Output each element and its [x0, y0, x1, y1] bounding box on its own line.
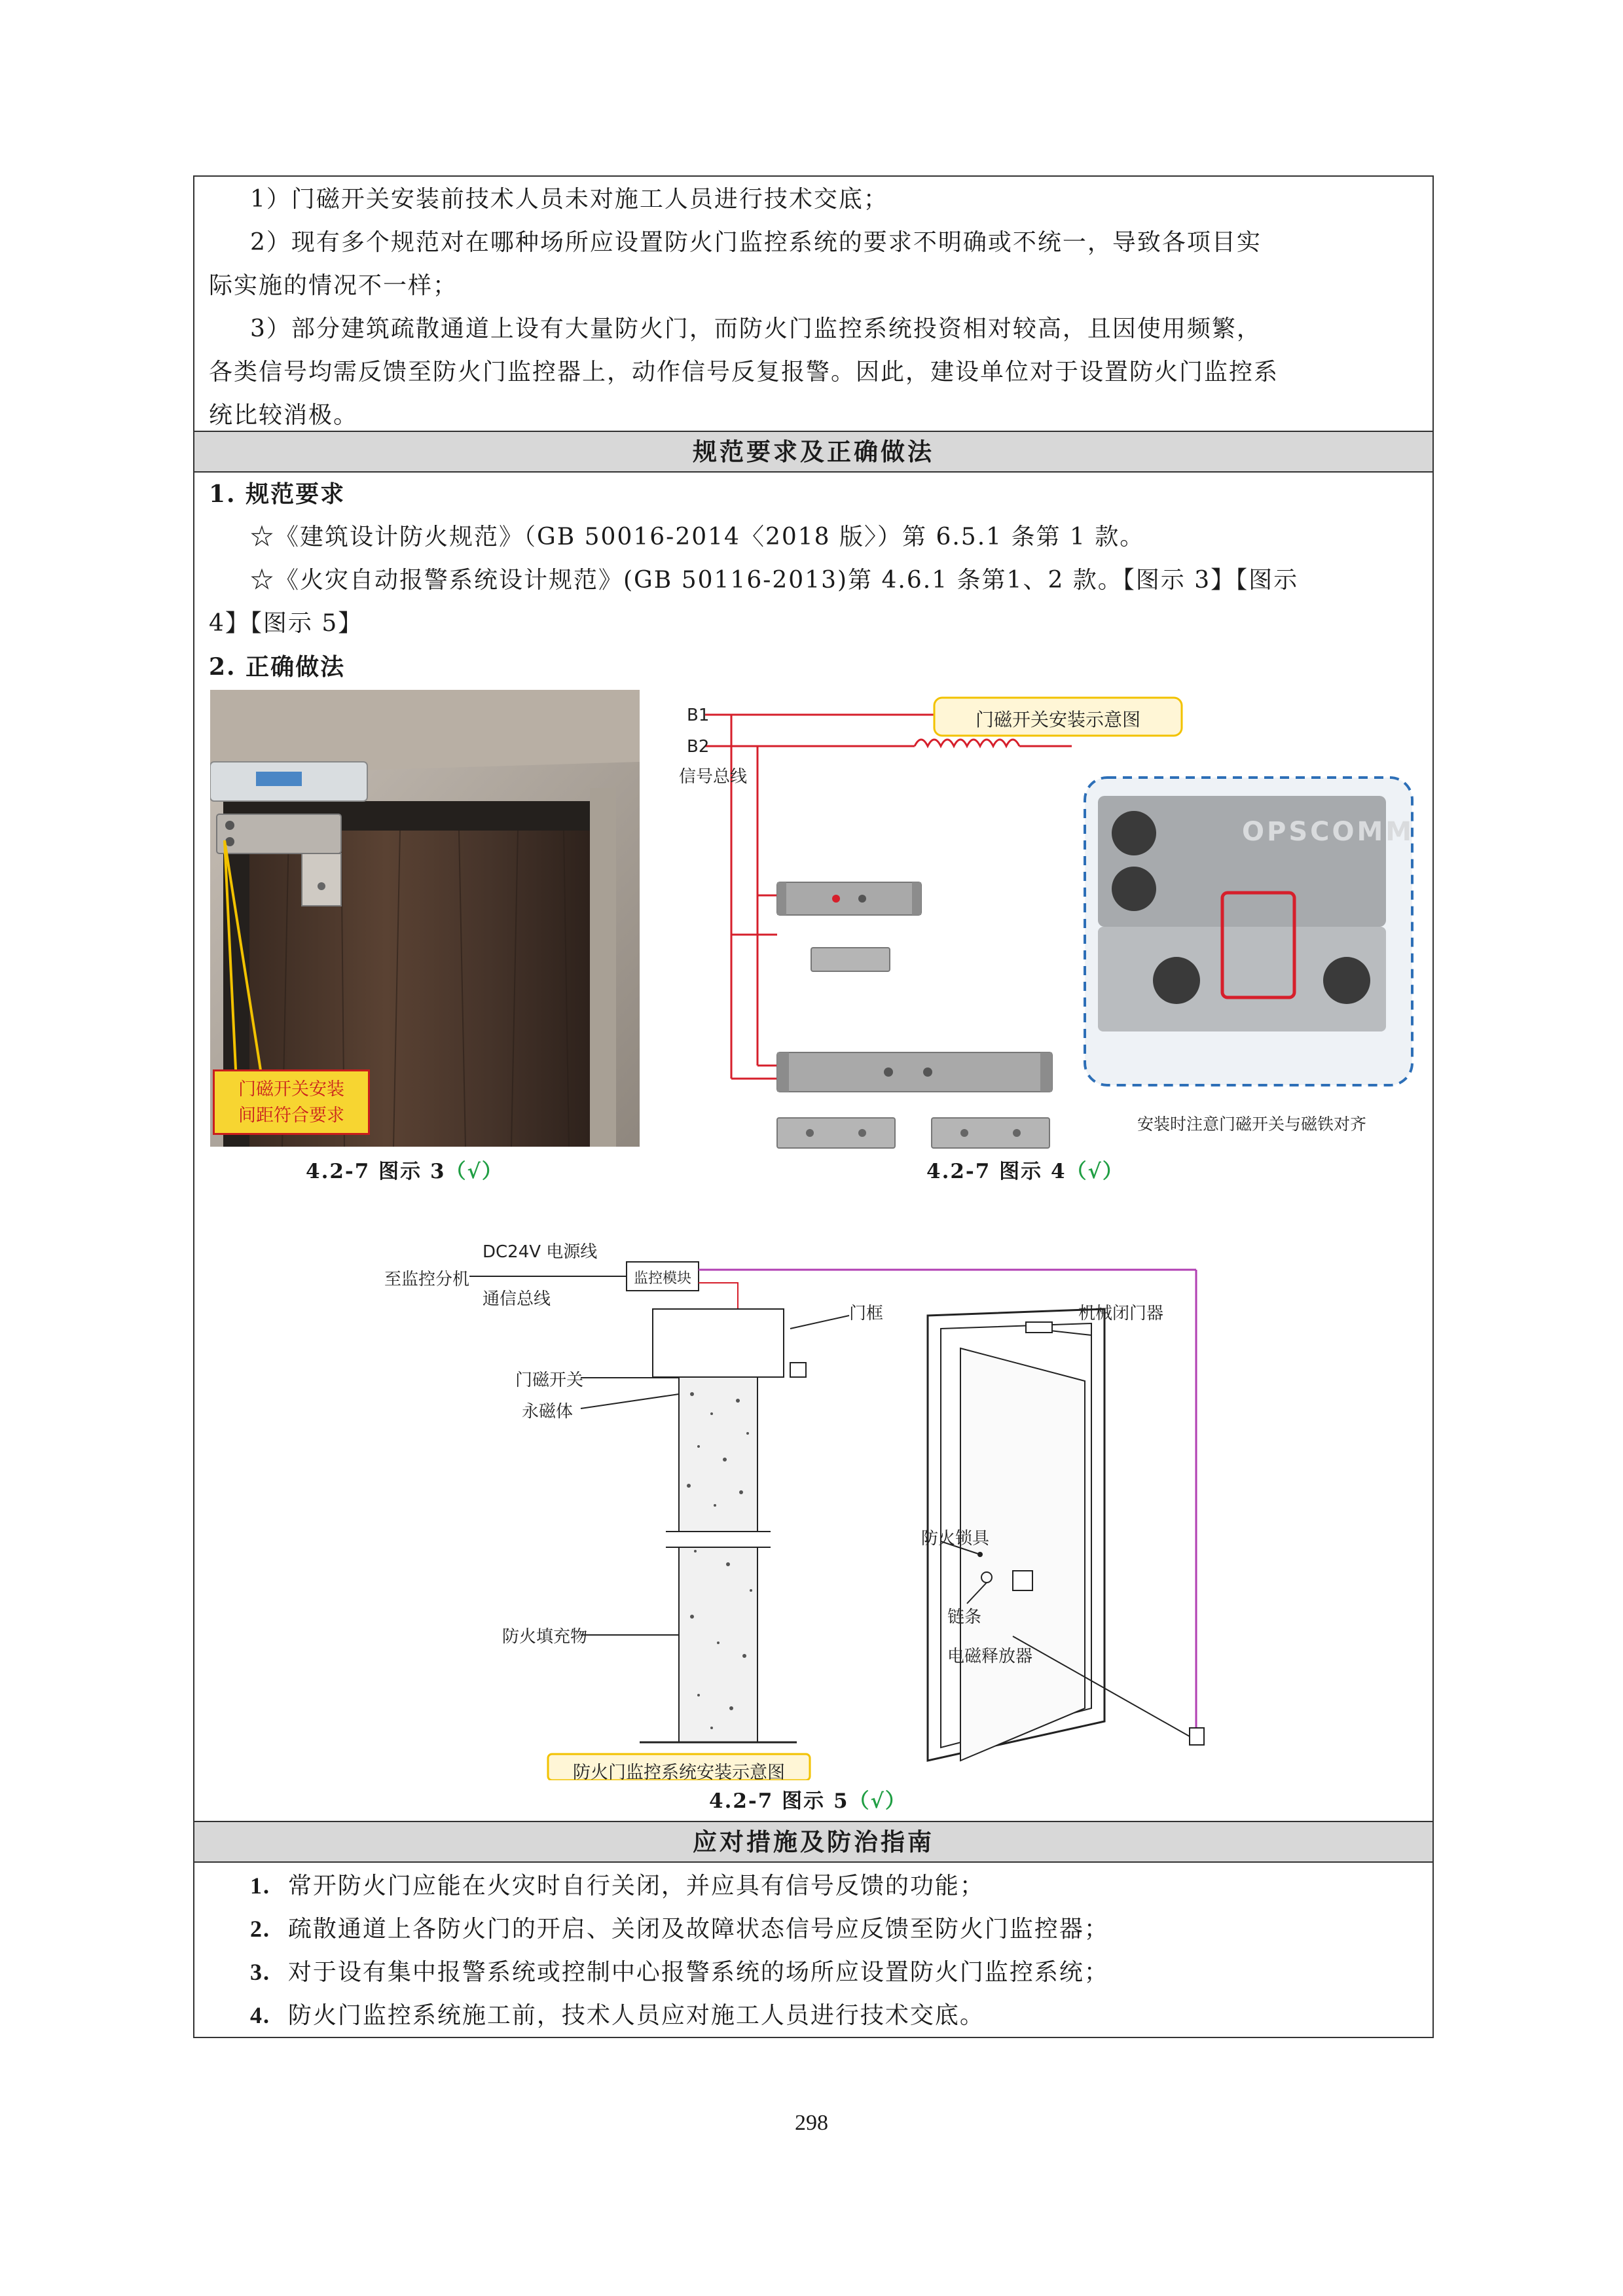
label-door-frame: 门框 — [849, 1304, 884, 1323]
cause-item-3-cont2: 统比较消极。 — [209, 402, 359, 429]
item-number: 3. — [250, 1959, 270, 1985]
check-mark: （√） — [445, 1160, 503, 1183]
label-fire-lock: 防火锁具 — [921, 1529, 990, 1549]
list-item — [250, 1994, 1416, 2037]
bus-label-b1: B1 — [687, 706, 710, 725]
caption-text: 4.2-7 图示 4 — [926, 1160, 1067, 1183]
caption-text: 4.2-7 图示 5 — [709, 1789, 849, 1813]
label-module: 监控模块 — [633, 1270, 691, 1287]
callout-line-1: 门磁开关安装 — [238, 1079, 344, 1100]
item-text: 防火门监控系统施工前，技术人员应对施工人员进行技术交底。 — [287, 2002, 985, 2029]
bus-label-signal: 信号总线 — [679, 767, 748, 787]
label-magnet: 永磁体 — [522, 1402, 574, 1422]
figure-4-diagram — [666, 686, 1425, 1151]
switch-brand-text: OPSCOMM — [1242, 817, 1415, 847]
cause-item-2: 2）现有多个规范对在哪种场所应设置防火门监控系统的要求不明确或不统一，导致各项目实 — [250, 229, 1262, 256]
list-item — [250, 1950, 1416, 1994]
cause-item-2-cont: 际实施的情况不一样； — [209, 272, 458, 299]
label-chain: 链条 — [947, 1607, 982, 1627]
check-mark: （√） — [848, 1789, 907, 1813]
label-power-line: DC24V 电源线 — [483, 1242, 598, 1262]
cause-item-3: 3）部分建筑疏散通道上设有大量防火门，而防火门监控系统投资相对较高，且因使用频繁， — [250, 315, 1262, 342]
figure-3-caption — [306, 1155, 503, 1184]
item-number: 2. — [250, 1916, 270, 1942]
figure-5-diagram — [371, 1198, 1262, 1783]
divider — [194, 1861, 1432, 1863]
photo-callout — [213, 1069, 370, 1135]
list-item — [250, 1864, 1416, 1908]
section-title-measures: 应对措施及防治指南 — [194, 1822, 1432, 1861]
alignment-note: 安装时注意门磁开关与磁铁对齐 — [1137, 1115, 1366, 1134]
reference-gb50116: ☆《火灾自动报警系统设计规范》(GB 50116-2013)第 4.6.1 条第1、2 款。【图示 3】【图示 — [250, 567, 1299, 594]
cause-item-3-cont: 各类信号均需反馈至防火门监控器上，动作信号反复报警。因此，建设单位对于设置防火门监控系 — [209, 359, 1279, 386]
section-title-requirements: 规范要求及正确做法 — [194, 432, 1432, 471]
callout-line-2: 间距符合要求 — [238, 1105, 344, 1126]
item-text: 常开防火门应能在火灾时自行关闭，并应具有信号反馈的功能； — [287, 1873, 985, 1899]
page-number: 298 — [795, 2111, 828, 2135]
content-table — [193, 175, 1434, 2038]
label-to-monitor: 至监控分机 — [384, 1270, 470, 1289]
label-door-switch: 门磁开关 — [515, 1371, 584, 1390]
subheading-correct-practice: 2. 正确做法 — [209, 653, 346, 681]
cause-item-1: 1）门磁开关安装前技术人员未对施工人员进行技术交底； — [250, 186, 888, 213]
wiring-schematic — [666, 686, 1425, 1151]
caption-text: 4.2-7 图示 3 — [306, 1160, 446, 1183]
reference-gb50116-cont: 4】【图示 5】 — [209, 610, 363, 637]
label-fire-filler: 防火填充物 — [502, 1627, 588, 1647]
figure-4-caption — [926, 1155, 1124, 1184]
reference-gb50016: ☆《建筑设计防火规范》（GB 50016-2014〈2018 版〉）第 6.5.1 条第 1 款。 — [250, 524, 1145, 550]
item-text: 疏散通道上各防火门的开启、关闭及故障状态信号应反馈至防火门监控器； — [287, 1916, 1109, 1943]
item-number: 1. — [250, 1873, 270, 1899]
figure-3-photo — [210, 690, 640, 1147]
label-door-closer: 机械闭门器 — [1078, 1304, 1164, 1323]
figure-5-title: 防火门监控系统安装示意图 — [573, 1763, 785, 1783]
label-em-release: 电磁释放器 — [947, 1647, 1033, 1666]
figure-5-caption — [709, 1784, 907, 1814]
item-number: 4. — [250, 2002, 270, 2028]
bus-label-b2: B2 — [687, 737, 710, 757]
figure-4-title: 门磁开关安装示意图 — [975, 709, 1140, 730]
label-comm-bus: 通信总线 — [483, 1289, 551, 1309]
check-mark: （√） — [1066, 1160, 1124, 1183]
subheading-requirements: 1. 规范要求 — [209, 480, 346, 508]
item-text: 对于设有集中报警系统或控制中心报警系统的场所应设置防火门监控系统； — [287, 1959, 1109, 1986]
list-item — [250, 1907, 1416, 1951]
